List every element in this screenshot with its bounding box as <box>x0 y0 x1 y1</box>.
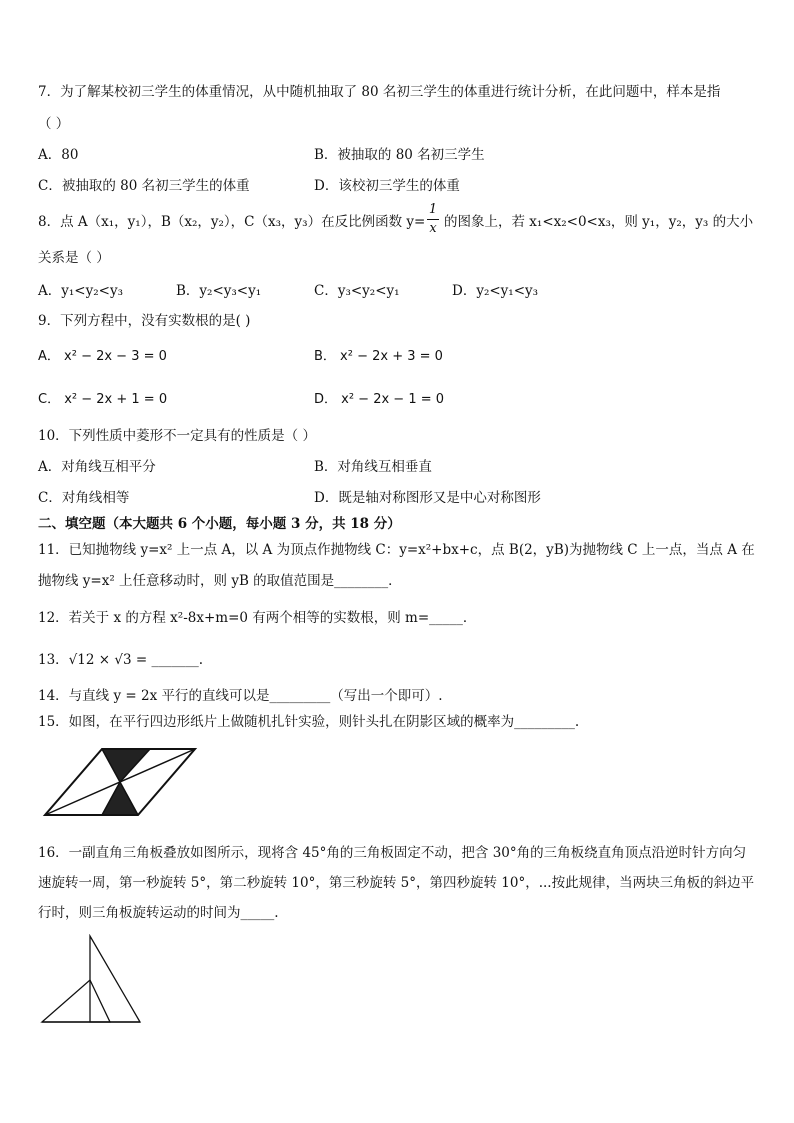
q16-line3: 行时，则三角板旋转运动的时间为_____. <box>38 905 279 921</box>
triangle-30 <box>90 936 140 1022</box>
q7-option-a: A．80 <box>38 147 79 163</box>
q9-option-a: A． x² − 2x − 3 = 0 <box>38 349 167 364</box>
q9-stem: 9．下列方程中，没有实数根的是( ) <box>38 313 251 329</box>
q10-option-b: B．对角线互相垂直 <box>314 459 432 475</box>
q10-stem: 10．下列性质中菱形不一定具有的性质是（ ） <box>38 428 316 444</box>
triangle-45 <box>42 980 110 1022</box>
q11-line1: 11．已知抛物线 y=x² 上一点 A，以 A 为顶点作抛物线 C：y=x²+bx+c，点 B(2，yB)为抛物线 C 上一点，当点 A 在 <box>38 542 755 558</box>
q7-option-d: D．该校初三学生的体重 <box>314 178 460 194</box>
q14-text: 14．与直线 y = 2x 平行的直线可以是_________（写出一个即可）. <box>38 688 443 704</box>
q15-text: 15．如图，在平行四边形纸片上做随机扎针实验，则针头扎在阴影区域的概率为_________. <box>38 714 580 730</box>
q12-text: 12．若关于 x 的方程 x²-8x+m=0 有两个相等的实数根，则 m=_____． <box>38 610 477 626</box>
q8-option-b: B．y₂<y₃<y₁ <box>176 283 262 299</box>
q8-stem-b: 的图象上，若 x₁<x₂<0<x₃，则 y₁，y₂，y₃ 的大小 <box>444 214 754 230</box>
section-heading: 二、填空题（本大题共 6 个小题，每小题 3 分，共 18 分） <box>38 516 401 532</box>
q7-option-b: B．被抽取的 80 名初三学生 <box>314 147 485 163</box>
q7-stem: 7．为了解某校初三学生的体重情况，从中随机抽取了 80 名初三学生的体重进行统计分析，在此问题中，样本是指 <box>38 84 721 100</box>
q13-text: 13．√12 × √3 = _______. <box>38 652 203 668</box>
q7-option-c: C．被抽取的 80 名初三学生的体重 <box>38 178 250 194</box>
q10-option-c: C．对角线相等 <box>38 490 130 506</box>
parallelogram-figure <box>40 746 200 818</box>
q9-option-b: B． x² − 2x + 3 = 0 <box>314 349 443 364</box>
q7-paren: （ ） <box>38 116 70 132</box>
q10-option-a: A．对角线互相平分 <box>38 459 156 475</box>
shaded-region-upper <box>102 749 150 782</box>
q11-line2: 抛物线 y=x² 上任意移动时，则 yB 的取值范围是________． <box>38 573 402 589</box>
q8-option-a: A．y₁<y₂<y₃ <box>38 283 123 299</box>
q9-option-d: D． x² − 2x − 1 = 0 <box>314 392 445 407</box>
q8-stem-a: 8．点 A（x₁，y₁），B（x₂，y₂），C（x₃，y₃）在反比例函数 y= <box>38 214 426 230</box>
q8-fraction-numerator: 1 <box>428 202 438 217</box>
q8-stem-c: 关系是（ ） <box>38 250 110 266</box>
q9-option-c: C． x² − 2x + 1 = 0 <box>38 392 168 407</box>
q16-line1: 16．一副直角三角板叠放如图所示，现将含 45°角的三角板固定不动，把含 30°角的三角板绕直角顶点沿逆时针方向匀 <box>38 845 747 861</box>
q10-option-d: D．既是轴对称图形又是中心对称图形 <box>314 490 541 506</box>
q8-option-d: D．y₂<y₁<y₃ <box>452 283 539 299</box>
q16-line2: 速旋转一周，第一秒旋转 5°，第二秒旋转 10°，第三秒旋转 5°，第四秒旋转 10°，...按此规律，当两块三角板的斜边平 <box>38 875 755 891</box>
q8-fraction-denominator: x <box>429 221 437 236</box>
triangle-set-squares-figure <box>38 934 144 1028</box>
q8-option-c: C．y₃<y₂<y₁ <box>314 283 400 299</box>
